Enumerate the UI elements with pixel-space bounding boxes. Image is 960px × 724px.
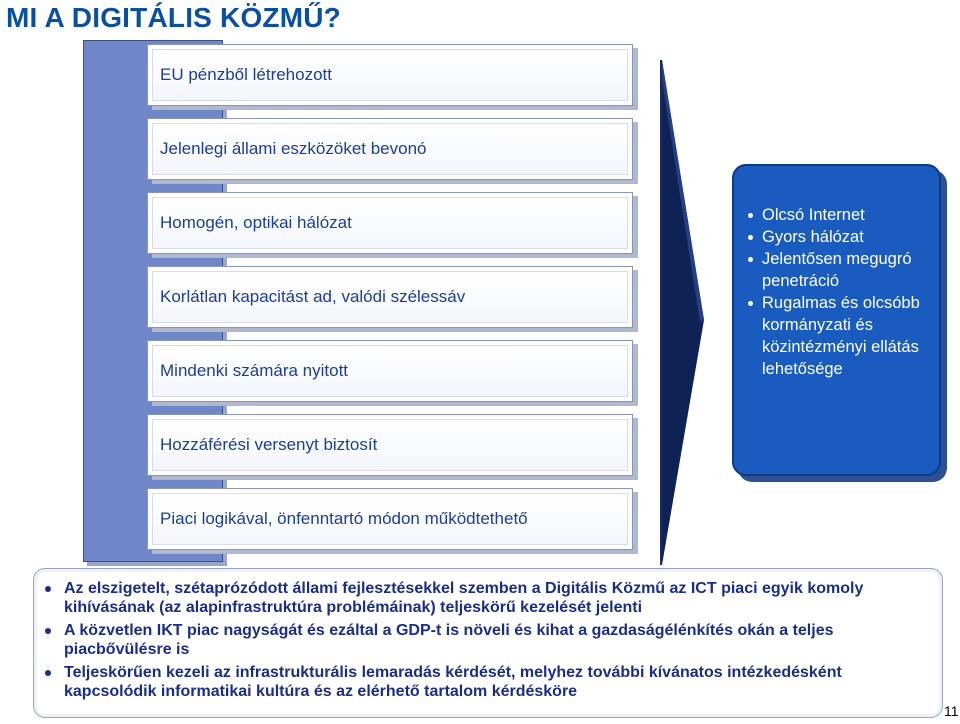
benefit-item: Jelentősen megugró penetráció <box>748 248 931 292</box>
feature-label: Mindenki számára nyitott <box>160 361 349 380</box>
feature-box <box>147 118 633 180</box>
benefits-panel <box>732 164 941 476</box>
right-arrow-icon <box>660 60 720 565</box>
feature-box <box>147 414 633 476</box>
feature-label: Korlátlan kapacitást ad, valódi szélessáv <box>160 287 466 306</box>
benefit-item: Rugalmas és olcsóbb kormányzati és közintézményi ellátás lehetősége <box>748 292 931 380</box>
feature-label: Hozzáférési versenyt biztosít <box>160 435 378 454</box>
feature-label: Jelenlegi állami eszközöket bevonó <box>160 139 427 158</box>
summary-panel <box>33 568 943 718</box>
feature-label: Homogén, optikai hálózat <box>160 213 352 232</box>
summary-item: Teljeskörűen kezeli az infrastrukturális lemaradás kérdését, melyhez további kívánatos intézkedésként kapcsolódik informatikai kultúra és az elérhető tartalom kérdésköre <box>42 663 932 701</box>
summary-item: A közvetlen IKT piac nagyságát és ezáltal a GDP-t is növeli és kihat a gazdaságélénkítés okán a teljes piacbővülésre is <box>42 621 932 659</box>
feature-box <box>147 192 633 254</box>
feature-label: Piaci logikával, önfenntartó módon működtethető <box>160 509 528 528</box>
feature-box <box>147 340 633 402</box>
benefit-item: Olcsó Internet <box>748 204 931 226</box>
benefit-item: Gyors hálózat <box>748 226 931 248</box>
summary-item: Az elszigetelt, szétaprózódott állami fejlesztésekkel szemben a Digitális Közmű az ICT piaci egyik komoly kihívásának (az alapinfrastruktúra problémáinak) teljeskörű kezelését jelenti <box>42 579 932 617</box>
divider-line <box>660 60 662 565</box>
feature-box <box>147 266 633 328</box>
feature-box <box>147 488 633 550</box>
feature-label: EU pénzből létrehozott <box>160 65 332 84</box>
page-title: MI A DIGITÁLIS KÖZMŰ? <box>6 2 341 33</box>
page-number: 11 <box>944 703 959 719</box>
feature-box <box>147 44 633 106</box>
